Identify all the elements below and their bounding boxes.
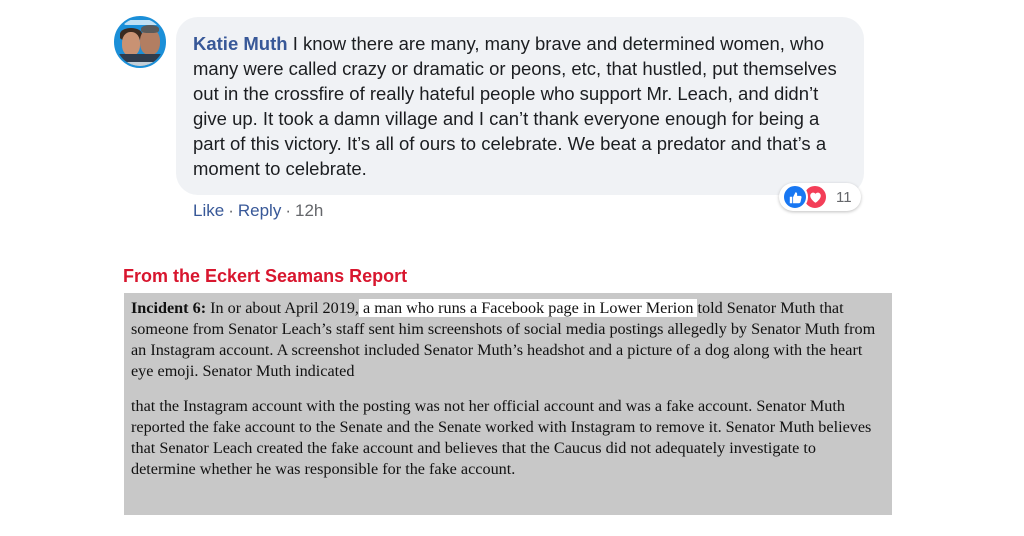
comment-author[interactable]: Katie Muth bbox=[193, 33, 288, 54]
avatar[interactable] bbox=[114, 16, 166, 68]
action-separator: · bbox=[228, 201, 234, 220]
report-paragraph-2: that the Instagram account with the posting was not her official account and was a fake account. Senator Muth reported the fake account to the Senate and the Senate worked with Instagram to remove it. Senator Muth believes that Senator Leach created the fake account and believes that the Caucus did not adequately investigate to determine whether he was responsible for the fake account. bbox=[131, 397, 872, 478]
comment-bubble bbox=[176, 17, 864, 195]
report-excerpt bbox=[124, 293, 892, 515]
report-heading: From the Eckert Seamans Report bbox=[123, 266, 408, 286]
thumbs-up-icon bbox=[782, 184, 808, 210]
report-text: In or about April 2019, bbox=[206, 299, 359, 317]
like-button[interactable]: Like bbox=[193, 201, 225, 220]
comment-text: I know there are many, many brave and determined women, who many were called crazy or dramatic or peons, etc, that hustled, put themselves out in the crossfire of really hateful people who support Mr. Leach, and didn’t give up. It took a damn village and I can’t thank everyone enough for being a part of this victory. It’s all of ours to celebrate. We beat a predator and that’s a moment to celebrate. bbox=[193, 33, 837, 179]
avatar-frame-top bbox=[124, 20, 160, 25]
avatar-frame-bottom bbox=[126, 62, 158, 66]
comment-actions bbox=[193, 201, 323, 221]
avatar-face-left bbox=[122, 32, 140, 56]
report-paragraph-1 bbox=[131, 298, 884, 382]
action-separator: · bbox=[285, 201, 291, 220]
comment-timestamp[interactable]: 12h bbox=[295, 201, 324, 220]
reaction-count: 11 bbox=[836, 188, 852, 206]
reaction-summary[interactable] bbox=[779, 183, 861, 211]
avatar-hair-right bbox=[141, 25, 159, 33]
highlighted-text: a man who runs a Facebook page in Lower Merion bbox=[358, 299, 698, 317]
report-text: told Senator Muth that someone from Senator Leach’s staff sent him screenshots of social media postings allegedly by Senator Muth from an Instagram account. A screenshot included Senator Muth’s headshot and a picture of a dog along with the heart eye emoji. Senator Muth indicated bbox=[131, 299, 876, 380]
reply-button[interactable]: Reply bbox=[237, 201, 282, 220]
incident-label: Incident 6: bbox=[131, 299, 207, 317]
